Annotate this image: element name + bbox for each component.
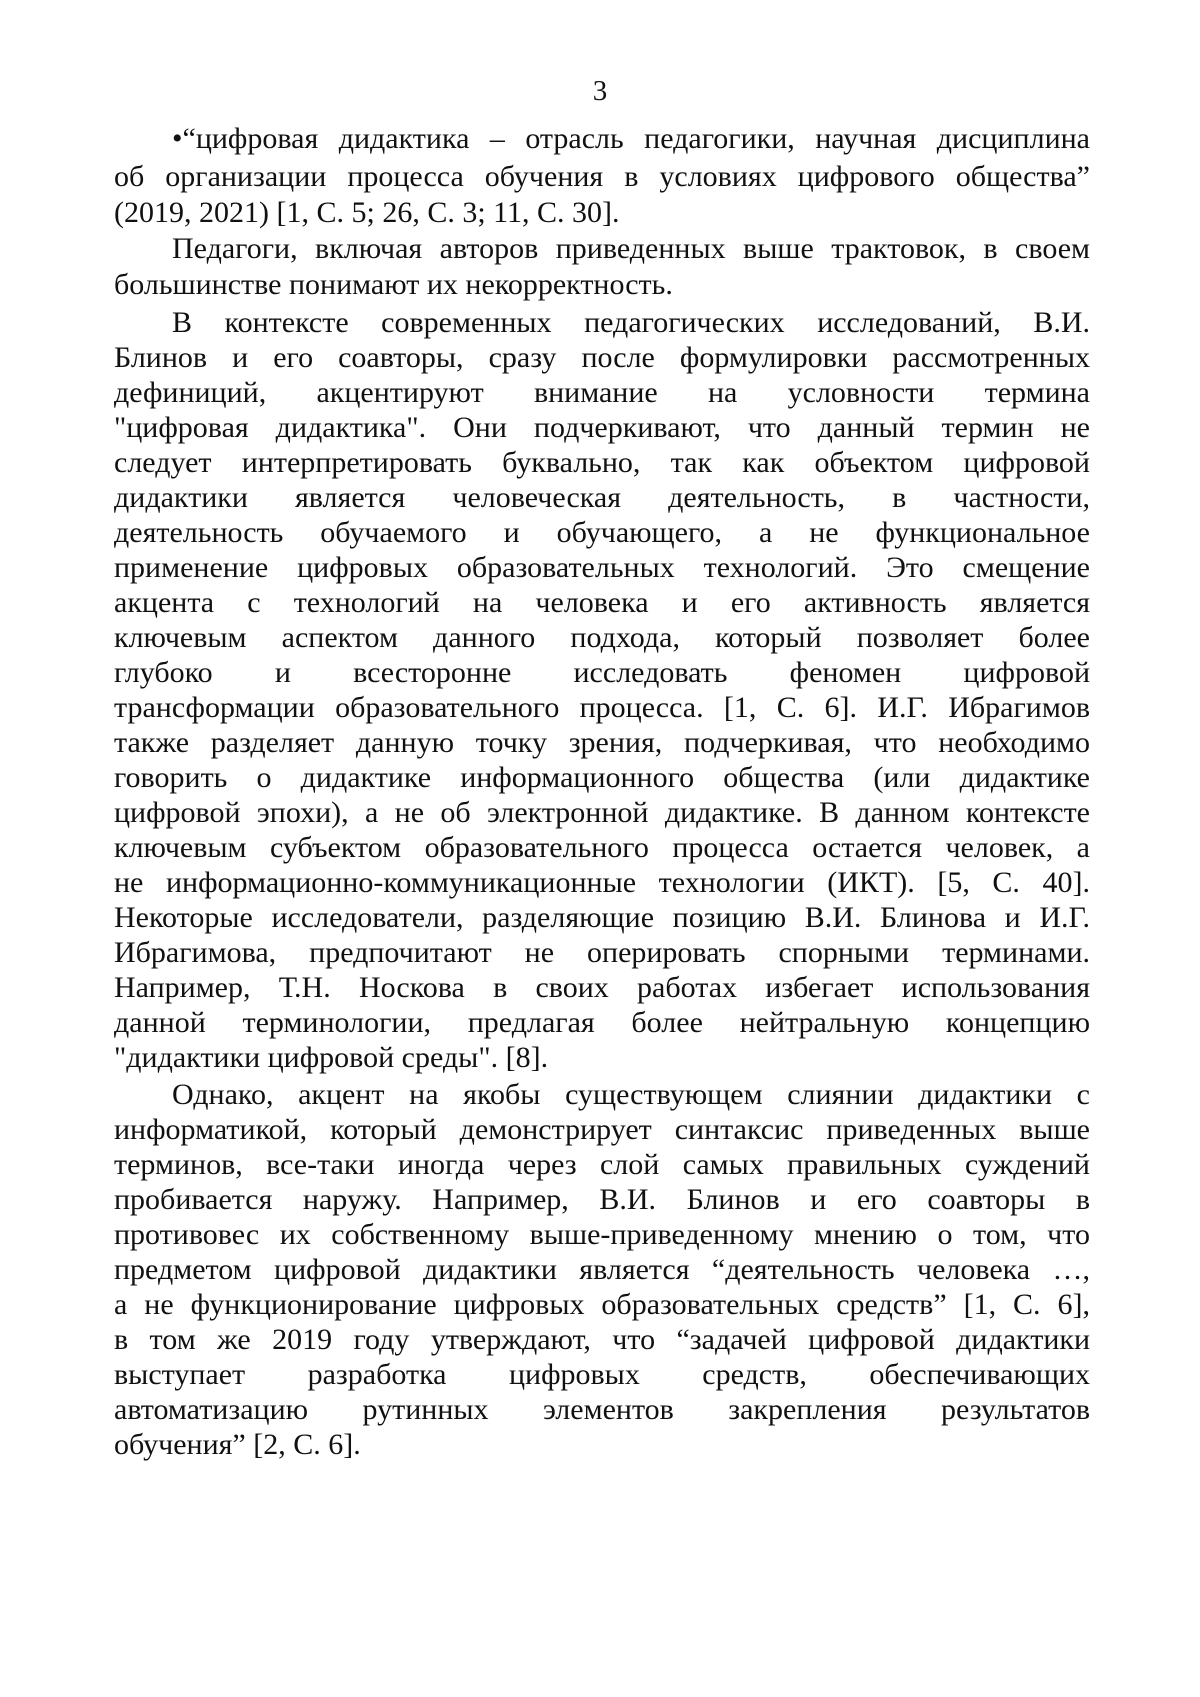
text-line: терминов, все-таки иногда через слой самых правильных суждений: [114, 1148, 1090, 1181]
text-line: Блинов и его соавторы, сразу после формулировки рассмотренных: [114, 341, 1090, 374]
text-line: "цифровая дидактика". Они подчеркивают, что данный термин не: [114, 411, 1090, 444]
page-number: 3: [592, 75, 608, 107]
text-line: также разделяет данную точку зрения, подчеркивая, что необходимо: [114, 726, 1090, 759]
text-line: дидактики является человеческая деятельность, в частности,: [114, 481, 1090, 514]
text-line: автоматизацию рутинных элементов закрепления результатов: [114, 1393, 1090, 1426]
text-line: предметом цифровой дидактики является “деятельность человека …,: [114, 1253, 1090, 1286]
text-line: информатикой, который демонстрирует синтаксис приведенных выше: [114, 1113, 1090, 1146]
text-line: пробивается наружу. Например, В.И. Блинов и его соавторы в: [114, 1183, 1090, 1216]
text-line: дефиниций, акцентируют внимание на условности термина: [114, 376, 1090, 409]
text-line: Ибрагимова, предпочитают не оперировать спорными терминами.: [114, 936, 1090, 969]
text-line: •“цифровая дидактика – отрасль педагогики, научная дисциплина: [172, 122, 1090, 155]
text-line: следует интерпретировать буквально, так как объектом цифровой: [114, 446, 1090, 479]
text-line: Например, Т.Н. Носкова в своих работах избегает использования: [114, 971, 1090, 1004]
text-line: ключевым субъектом образовательного процесса остается человек, а: [114, 831, 1090, 864]
text-line: не информационно-коммуникационные технологии (ИКТ). [5, С. 40].: [114, 866, 1090, 899]
text-line: В контексте современных педагогических исследований, В.И.: [172, 306, 1090, 339]
text-line: ключевым аспектом данного подхода, который позволяет более: [114, 621, 1090, 654]
text-line: противовес их собственному выше-приведенному мнению о том, что: [114, 1218, 1090, 1251]
text-line: а не функционирование цифровых образовательных средств” [1, С. 6],: [114, 1288, 1090, 1321]
text-line: выступает разработка цифровых средств, обеспечивающих: [114, 1358, 1090, 1391]
text-line: обучения” [2, С. 6].: [114, 1428, 361, 1461]
text-line: цифровой эпохи), а не об электронной дидактике. В данном контексте: [114, 796, 1090, 829]
text-line: Однако, акцент на якобы существующем слиянии дидактики с: [172, 1078, 1090, 1111]
text-line: трансформации образовательного процесса. [1, С. 6]. И.Г. Ибрагимов: [114, 691, 1090, 724]
text-line: применение цифровых образовательных технологий. Это смещение: [114, 551, 1090, 584]
text-line: глубоко и всесторонне исследовать феномен цифровой: [114, 656, 1090, 689]
text-line: акцента с технологий на человека и его активность является: [114, 586, 1090, 619]
text-line: говорить о дидактике информационного общества (или дидактике: [114, 761, 1090, 794]
text-line: об организации процесса обучения в условиях цифрового общества”: [114, 160, 1090, 193]
text-line: "дидактики цифровой среды". [8].: [114, 1041, 549, 1074]
text-line: данной терминологии, предлагая более нейтральную концепцию: [114, 1006, 1090, 1039]
text-line: Некоторые исследователи, разделяющие позицию В.И. Блинова и И.Г.: [114, 901, 1090, 934]
text-line: (2019, 2021) [1, С. 5; 26, С. 3; 11, С. 30].: [114, 196, 620, 229]
text-line: большинстве понимают их некорректность.: [114, 268, 673, 301]
text-line: в том же 2019 году утверждают, что “задачей цифровой дидактики: [114, 1323, 1090, 1356]
text-line: деятельность обучаемого и обучающего, а не функциональное: [114, 516, 1090, 549]
text-line: Педагоги, включая авторов приведенных выше трактовок, в своем: [172, 232, 1090, 265]
